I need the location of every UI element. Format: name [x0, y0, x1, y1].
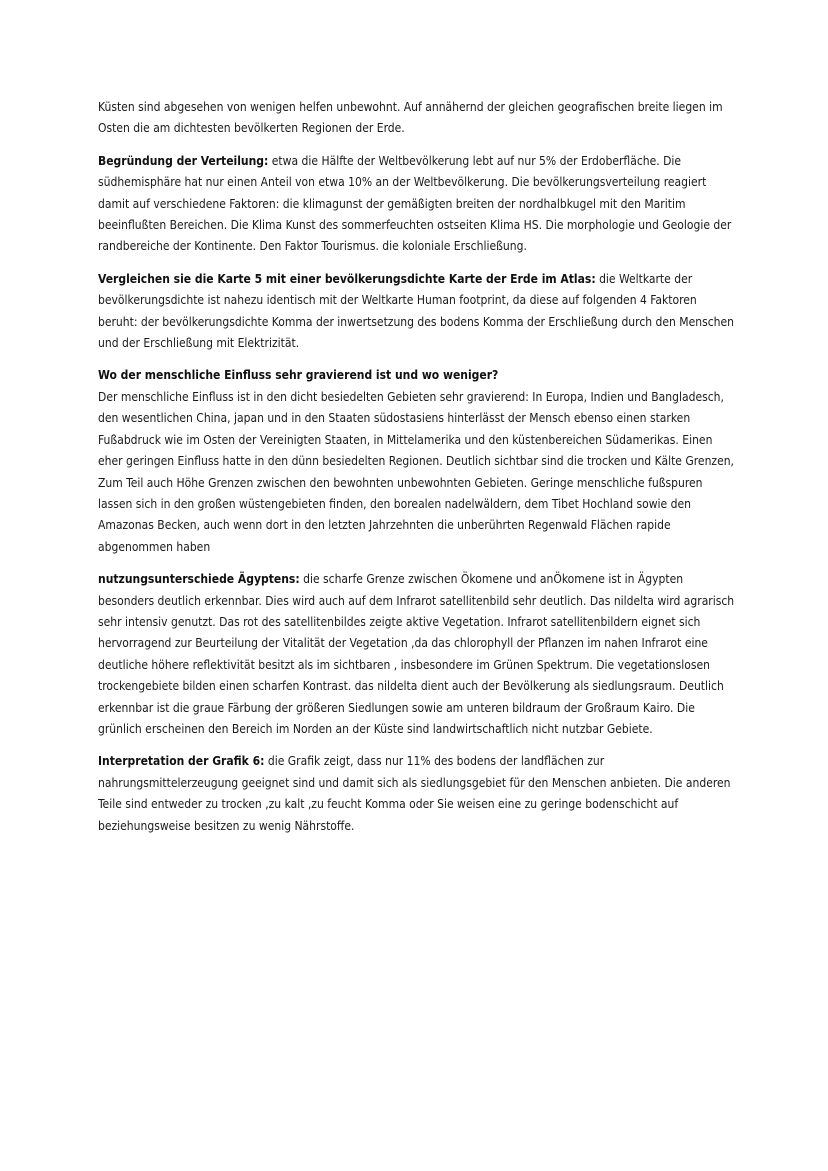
paragraph-body: Der menschliche Einfluss ist in den dicht besiedelten Gebieten sehr gravierend: In Europa, Indien und Bangladesch, den wesentlichen China, japan und in den Staaten südostasiens hinterlässt der Mensch ebenso einen starken Fußabdruck wie im Osten der Vereinigten Staaten, in Mittelamerika und den küstenbereichen Südamerikas. Einen eher geringen Einfluss hatte in den dünn besiedelten Regionen. Deutlich sichtbar sind die trocken und Kälte Grenzen, Zum Teil auch Höhe Grenzen zwischen den bewohnten unbewohnten Gebieten. Geringe menschliche fußspuren lassen sich in den großen wüstengebieten finden, den borealen nadelwäldern, dem Tibet Hochland sowie den Amazonas Becken, auch wenn dort in den letzten Jahrzehnten die unberührten Regenwald Flächen rapide abgenommen haben	[98, 389, 734, 554]
paragraph-egypt-usage	[98, 569, 738, 740]
section-heading: Vergleichen sie die Karte 5 mit einer bevölkerungsdichte Karte der Erde im Atlas:	[98, 271, 596, 286]
paragraph-map-comparison	[98, 269, 738, 355]
paragraph-body: die Grafik zeigt, dass nur 11% des bodens der landflächen zur nahrungsmittelerzeugung geeignet sind und damit sich als siedlungsgebiet für den Menschen anbieten. Die anderen Teile sind entweder zu trocken ,zu kalt ,zu feucht Komma oder Sie weisen eine zu geringe bodenschicht auf beziehungsweise besitzen zu wenig Nährstoffe.	[98, 754, 731, 833]
paragraph-distribution-reasons	[98, 151, 738, 258]
section-heading: Wo der menschliche Einfluss sehr gravierend ist und wo weniger?	[98, 368, 499, 383]
section-heading: Interpretation der Grafik 6:	[98, 754, 265, 769]
section-heading: nutzungsunterschiede Ägyptens:	[98, 572, 300, 587]
paragraph-body: die Weltkarte der bevölkerungsdichte ist nahezu identisch mit der Weltkarte Human footprint, da diese auf folgenden 4 Faktoren beruht: der bevölkerungsdichte Komma der inwertsetzung des bodens Komma der Erschließung durch den Menschen und der Erschließung mit Elektrizität.	[98, 271, 734, 351]
section-heading: Begründung der Verteilung:	[98, 153, 269, 168]
paragraph-coasts	[98, 97, 738, 140]
paragraph-body: Küsten sind abgesehen von wenigen helfen unbewohnt. Auf annähernd der gleichen geografischen breite liegen im Osten die am dichtesten bevölkerten Regionen der Erde.	[98, 100, 723, 136]
paragraph-body: etwa die Hälfte der Weltbevölkerung lebt auf nur 5% der Erdoberfläche. Die südhemisphäre hat nur einen Anteil von etwa 10% an der Weltbevölkerung. Die bevölkerungsverteilung reagiert damit auf verschiedene Faktoren: die klimagunst der gemäßigten breiten der nordhalbkugel mit den Maritim beeinflußten Bereichen. Die Klima Kunst des sommerfeuchten ostseiten Klima HS. Die morphologie und Geologie der randbereiche der Kontinente. Den Faktor Tourismus. die koloniale Erschließung.	[98, 153, 732, 254]
paragraph-body: die scharfe Grenze zwischen Ökomene und anÖkomene ist in Ägypten besonders deutlich erkennbar. Dies wird auch auf dem Infrarot satellitenbild sehr deutlich. Das nildelta wird agrarisch sehr intensiv genutzt. Das rot des satellitenbildes zeigte aktive Vegetation. Infrarot satellitenbildern eignet sich hervorragend zur Beurteilung der Vitalität der Vegetation ,da das chlorophyll der Pflanzen im nahen Infrarot eine deutliche höhere reflektivität besitzt als im sichtbaren , insbesondere im Grünen Spektrum. Die vegetationslosen trockengebiete bilden einen scharfen Kontrast. das nildelta dient auch der Bevölkerung als siedlungsraum. Deutlich erkennbar ist die graue Färbung der größeren Siedlungen sowie am unteren bildraum der Großraum Kairo. Die grünlich erscheinen den Bereich im Norden an der Küste sind landwirtschaftlich nicht nutzbar Gebiete.	[98, 572, 735, 736]
paragraph-graphic-interpretation	[98, 751, 738, 837]
document-page	[98, 97, 738, 848]
paragraph-human-influence	[98, 365, 738, 558]
